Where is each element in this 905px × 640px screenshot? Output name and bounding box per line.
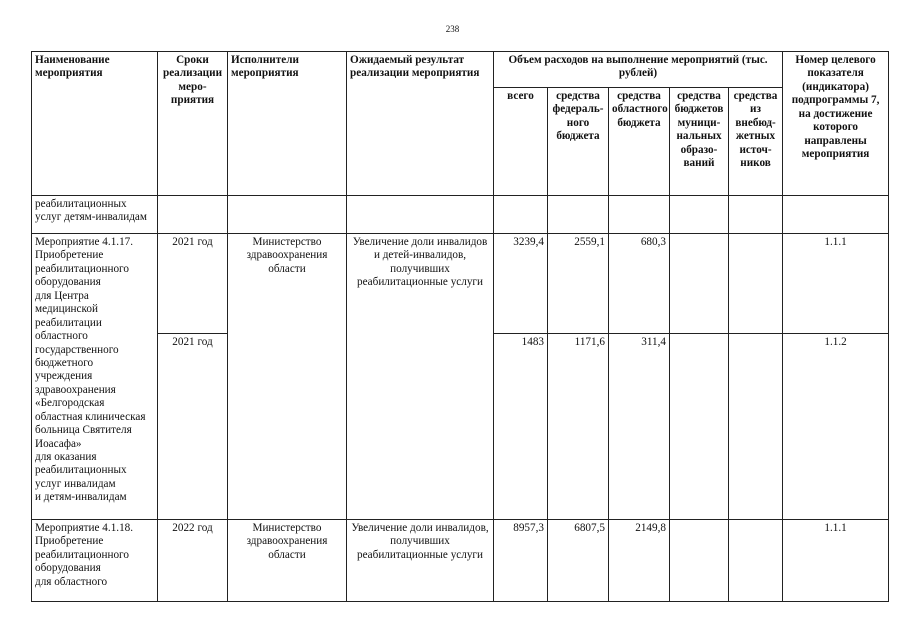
measure-4-1-17-name: Мероприятие 4.1.17. Приобретение реабилитационного оборудования для Центра медицинской реабилитации областного государственного бюджетного учреждения здравоохранения «Белгородская областная клиническая больница Святителя Иоасафа» для оказания реабилитационных услуг инвалидам и детям-инвалидам (32, 234, 158, 520)
measure-4-1-17-federal-2: 1171,6 (548, 334, 609, 520)
header-executors: Исполнители мероприятия (228, 52, 347, 196)
measures-table (31, 51, 889, 602)
measure-4-1-17-executor: Министерство здравоохранения области (228, 234, 347, 520)
measure-4-1-17-total-1: 3239,4 (494, 234, 548, 334)
measure-4-1-17-federal-1: 2559,1 (548, 234, 609, 334)
header-row-1 (32, 52, 889, 88)
measure-4-1-17-regional-2: 311,4 (609, 334, 670, 520)
measure-4-1-17-indicator-2: 1.1.2 (783, 334, 889, 520)
header-result: Ожидаемый результат реализации мероприятия (347, 52, 494, 196)
measure-4-1-18-term: 2022 год (158, 520, 228, 602)
measure-4-1-18-offbudget (729, 520, 783, 602)
measure-4-1-17-total-2: 1483 (494, 334, 548, 520)
measure-4-1-18-total: 8957,3 (494, 520, 548, 602)
measure-4-1-17-offbudget-2 (729, 334, 783, 520)
header-total: всего (494, 88, 548, 196)
measure-4-1-18-executor: Министерство здравоохранения области (228, 520, 347, 602)
header-municipal: средства бюджетов муници-нальных образо-ваний (670, 88, 729, 196)
table-row (32, 234, 889, 334)
header-name: Наименование мероприятия (32, 52, 158, 196)
measure-4-1-17-term-1: 2021 год (158, 234, 228, 334)
table-row (32, 520, 889, 602)
measure-4-1-17-offbudget-1 (729, 234, 783, 334)
measure-4-1-18-federal: 6807,5 (548, 520, 609, 602)
measure-4-1-17-term-2: 2021 год (158, 334, 228, 520)
header-regional: средства областного бюджета (609, 88, 670, 196)
measure-4-1-17-regional-1: 680,3 (609, 234, 670, 334)
header-indicator: Номер целевого показателя (индикатора) подпрограммы 7, на достижение которого направлены мероприятия (783, 52, 889, 196)
measure-4-1-18-municipal (670, 520, 729, 602)
page-number: 238 (445, 24, 460, 34)
measure-4-1-17-municipal-1 (670, 234, 729, 334)
header-expenses-group: Объем расходов на выполнение мероприятий (тыс. рублей) (494, 52, 783, 88)
measure-4-1-17-municipal-2 (670, 334, 729, 520)
measure-4-1-18-regional: 2149,8 (609, 520, 670, 602)
header-federal: средства федераль-ного бюджета (548, 88, 609, 196)
continuation-name: реабилитационных услуг детям-инвалидам (32, 196, 158, 234)
measure-4-1-17-indicator-1: 1.1.1 (783, 234, 889, 334)
measure-4-1-18-indicator: 1.1.1 (783, 520, 889, 602)
header-offbudget: средства из внебюд-жетных источ-ников (729, 88, 783, 196)
measure-4-1-17-result: Увеличение доли инвалидов и детей-инвалидов, получивших реабилитационные услуги (347, 234, 494, 520)
table-row (32, 196, 889, 234)
header-term: Сроки реализации меро-приятия (158, 52, 228, 196)
measure-4-1-18-name: Мероприятие 4.1.18. Приобретение реабилитационного оборудования для областного (32, 520, 158, 602)
measure-4-1-18-result: Увеличение доли инвалидов, получивших реабилитационные услуги (347, 520, 494, 602)
